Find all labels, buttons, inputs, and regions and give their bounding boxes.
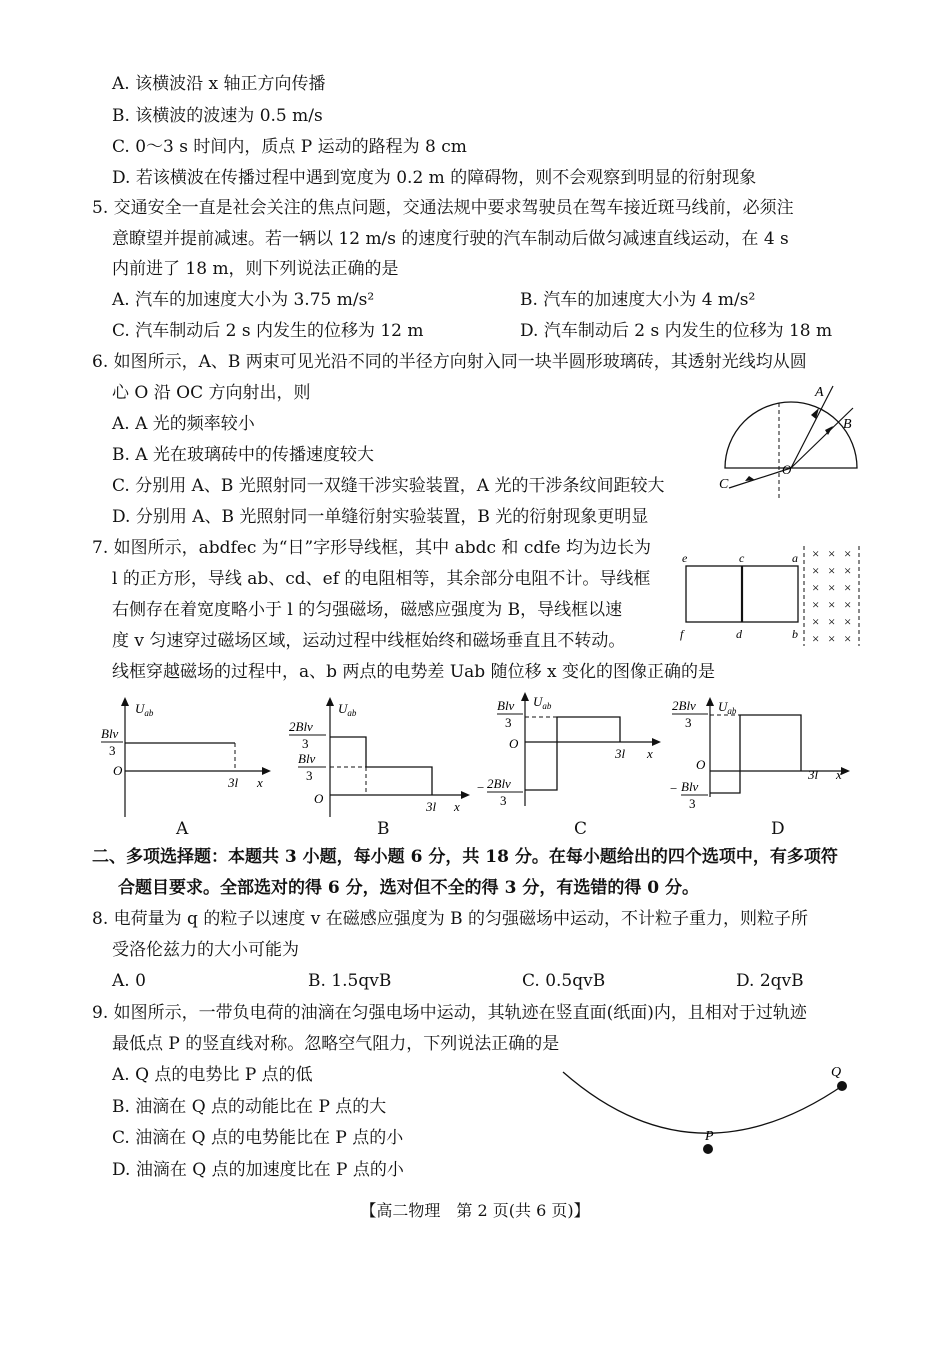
- tick-den: 3: [109, 743, 116, 758]
- field-cross: ×: [812, 563, 820, 578]
- q7-stem-line1: 7. 如图所示，abdfec 为“日”字形导线框，其中 abdc 和 cdfe 均为边长为: [92, 538, 651, 558]
- tick-den-2: 3: [689, 796, 696, 811]
- label-a: a: [792, 551, 798, 565]
- field-cross: ×: [844, 563, 852, 578]
- x-axis-arrow: [461, 791, 470, 799]
- tick-2blv: 2Blv: [672, 698, 696, 713]
- q9-option-b: B. 油滴在 Q 点的动能比在 P 点的大: [112, 1097, 387, 1117]
- curve: [710, 715, 801, 793]
- q5-option-c: C. 汽车制动后 2 s 内发生的位移为 12 m: [112, 321, 424, 341]
- origin: O: [113, 763, 123, 778]
- label-a: A: [815, 385, 824, 400]
- q8-option-a: A. 0: [112, 971, 146, 991]
- q5-option-a: A. 汽车的加速度大小为 3.75 m/s²: [112, 290, 375, 310]
- q9-trajectory-figure: [555, 1058, 865, 1168]
- q7-graph-c: [475, 688, 678, 820]
- q6-semicircle-figure: [715, 378, 865, 503]
- tick-neg: −: [477, 780, 485, 795]
- label-c: c: [739, 551, 745, 565]
- label-p: P: [705, 1129, 714, 1144]
- label-d: d: [736, 627, 742, 641]
- q8-stem-line1: 8. 电荷量为 q 的粒子以速度 v 在磁感应强度为 B 的匀强磁场中运动，不计粒子重力，则粒子所: [92, 909, 809, 929]
- q4-option-a: A. 该横波沿 x 轴正方向传播: [112, 74, 326, 94]
- label-q: Q: [831, 1065, 842, 1080]
- x-axis-arrow: [262, 767, 271, 775]
- section2-title-line1: 二、多项选择题：本题共 3 小题，每小题 6 分，共 18 分。在每小题给出的四个选项中，有多项符: [92, 847, 838, 867]
- axis-x: x: [647, 746, 653, 761]
- field-cross: ×: [828, 580, 836, 595]
- q6-option-c: C. 分别用 A、B 光照射同一双缝干涉实验装置，A 光的干涉条纹间距较大: [112, 476, 665, 496]
- q5-stem-line1: 5. 交通安全一直是社会关注的焦点问题，交通法规中要求驾驶员在驾车接近斑马线前，必须注: [92, 198, 794, 218]
- tick-den-2: 3: [306, 768, 313, 783]
- q9-option-a: A. Q 点的电势比 P 点的低: [112, 1065, 313, 1085]
- tick-den-1: 3: [685, 715, 692, 730]
- y-axis-arrow: [326, 697, 334, 706]
- graph-label-a: A: [176, 819, 189, 839]
- tick-blv: Blv: [101, 726, 119, 741]
- graph-label-c: C: [574, 819, 588, 839]
- curve: [330, 737, 432, 795]
- tick-2blv: 2Blv: [487, 776, 511, 791]
- origin: O: [314, 791, 324, 806]
- ray-a: [791, 386, 833, 468]
- q8-option-d: D. 2qvB: [736, 971, 804, 991]
- field-cross: ×: [844, 597, 852, 612]
- q6-option-b: B. A 光在玻璃砖中的传播速度较大: [112, 445, 374, 465]
- q9-stem-line2: 最低点 P 的竖直线对称。忽略空气阻力，下列说法正确的是: [112, 1034, 560, 1054]
- curve: [525, 717, 620, 790]
- field-cross: ×: [844, 631, 852, 646]
- q9-option-c: C. 油滴在 Q 点的电势能比在 P 点的小: [112, 1128, 404, 1148]
- tick-den-1: 3: [302, 736, 309, 751]
- q9-option-d: D. 油滴在 Q 点的加速度比在 P 点的小: [112, 1160, 404, 1180]
- q7-graph-b: [286, 695, 476, 820]
- origin: O: [696, 757, 706, 772]
- magnetic-field-crosses: [812, 546, 851, 646]
- label-f: f: [680, 627, 684, 641]
- field-cross: ×: [828, 614, 836, 629]
- q4-option-c: C. 0～3 s 时间内，质点 P 运动的路程为 8 cm: [112, 137, 467, 157]
- label-o: O: [782, 462, 792, 477]
- point-q: [837, 1081, 847, 1091]
- origin: O: [509, 736, 519, 751]
- tick-2blv: 2Blv: [289, 719, 313, 734]
- q7-stem-line2: l 的正方形，导线 ab、cd、ef 的电阻相等，其余部分电阻不计。导线框: [112, 569, 651, 589]
- axis-u: $U_{ab}$: [533, 694, 552, 711]
- tick-den-1: 3: [505, 715, 512, 730]
- q4-option-d: D. 若该横波在传播过程中遇到宽度为 0.2 m 的障碍物，则不会观察到明显的衍射现象: [112, 168, 757, 188]
- field-cross: ×: [828, 546, 836, 561]
- q7-stem-line4: 度 v 匀速穿过磁场区域，运动过程中线框始终和磁场垂直且不转动。: [112, 631, 626, 651]
- field-cross: ×: [828, 631, 836, 646]
- q6-stem-line2: 心 O 沿 OC 方向射出，则: [112, 383, 311, 403]
- q7-wireframe-figure: [676, 546, 862, 652]
- q8-stem-line2: 受洛伦兹力的大小可能为: [112, 940, 299, 960]
- x-axis-arrow: [841, 767, 850, 775]
- tick-3l: 3l: [808, 767, 819, 782]
- field-cross: ×: [812, 546, 820, 561]
- field-cross: ×: [812, 597, 820, 612]
- tick-neg: −: [670, 781, 678, 796]
- tick-3l: 3l: [426, 799, 437, 814]
- axis-u: $U_{ab}$: [338, 701, 357, 718]
- y-axis-arrow: [706, 697, 714, 706]
- field-cross: ×: [812, 580, 820, 595]
- tick-blv: Blv: [681, 779, 699, 794]
- field-cross: ×: [828, 597, 836, 612]
- tick-blv: Blv: [497, 698, 515, 713]
- q8-option-c: C. 0.5qvB: [522, 971, 606, 991]
- q6-option-d: D. 分别用 A、B 光照射同一单缝衍射实验装置，B 光的衍射现象更明显: [112, 507, 649, 527]
- ray-a-arrow: [811, 408, 819, 419]
- point-p: [703, 1144, 713, 1154]
- tick-blv: Blv: [298, 751, 316, 766]
- q4-option-b: B. 该横波的波速为 0.5 m/s: [112, 106, 323, 126]
- tick-3l: 3l: [615, 746, 626, 761]
- q5-stem-line2: 意瞭望并提前减速。若一辆以 12 m/s 的速度行驶的汽车制动后做匀减速直线运动，在 4 s: [112, 229, 789, 249]
- q7-stem-line5: 线框穿越磁场的过程中，a、b 两点的电势差 Uab 随位移 x 变化的图像正确的是: [112, 662, 715, 682]
- field-cross: ×: [844, 546, 852, 561]
- label-b: B: [843, 417, 852, 432]
- tick-3l: 3l: [228, 775, 239, 790]
- axis-u: $U_{ab}$: [718, 699, 737, 716]
- q7-graph-d: [668, 695, 858, 820]
- axis-x: x: [836, 767, 842, 782]
- field-cross: ×: [844, 580, 852, 595]
- q5-stem-line3: 内前进了 18 m，则下列说法正确的是: [112, 259, 399, 279]
- axis-u: $U_{ab}$: [135, 701, 154, 718]
- section2-title-line2: 合题目要求。全部选对的得 6 分，选对但不全的得 3 分，有选错的得 0 分。: [118, 878, 699, 898]
- field-cross: ×: [828, 563, 836, 578]
- trajectory-curve: [563, 1072, 845, 1133]
- q8-option-b: B. 1.5qvB: [308, 971, 392, 991]
- axis-x: x: [257, 775, 263, 790]
- q6-option-a: A. A 光的频率较小: [112, 414, 255, 434]
- label-b: b: [792, 627, 798, 641]
- graph-label-b: B: [377, 819, 390, 839]
- tick-den-2: 3: [500, 793, 507, 808]
- page-footer: 【高二物理 第 2 页(共 6 页)】: [360, 1201, 590, 1220]
- y-axis-arrow: [521, 692, 529, 701]
- q7-stem-line3: 右侧存在着宽度略小于 l 的匀强磁场，磁感应强度为 B，导线框以速: [112, 600, 623, 620]
- label-e: e: [682, 551, 688, 565]
- field-cross: ×: [844, 614, 852, 629]
- graph-label-d: D: [771, 819, 785, 839]
- field-cross: ×: [812, 631, 820, 646]
- q5-option-b: B. 汽车的加速度大小为 4 m/s²: [520, 290, 756, 310]
- y-axis-arrow: [121, 697, 129, 706]
- q9-stem-line1: 9. 如图所示，一带负电荷的油滴在匀强电场中运动，其轨迹在竖直面(纸面)内，且相对于过轨迹: [92, 1003, 807, 1023]
- q6-stem-line1: 6. 如图所示，A、B 两束可见光沿不同的半径方向射入同一块半圆形玻璃砖，其透射光线均从圆: [92, 352, 807, 372]
- q5-option-d: D. 汽车制动后 2 s 内发生的位移为 18 m: [520, 321, 833, 341]
- semicircle-glass: [725, 402, 857, 468]
- field-cross: ×: [812, 614, 820, 629]
- axis-x: x: [454, 799, 460, 814]
- label-c: C: [719, 477, 729, 492]
- x-axis-arrow: [652, 738, 661, 746]
